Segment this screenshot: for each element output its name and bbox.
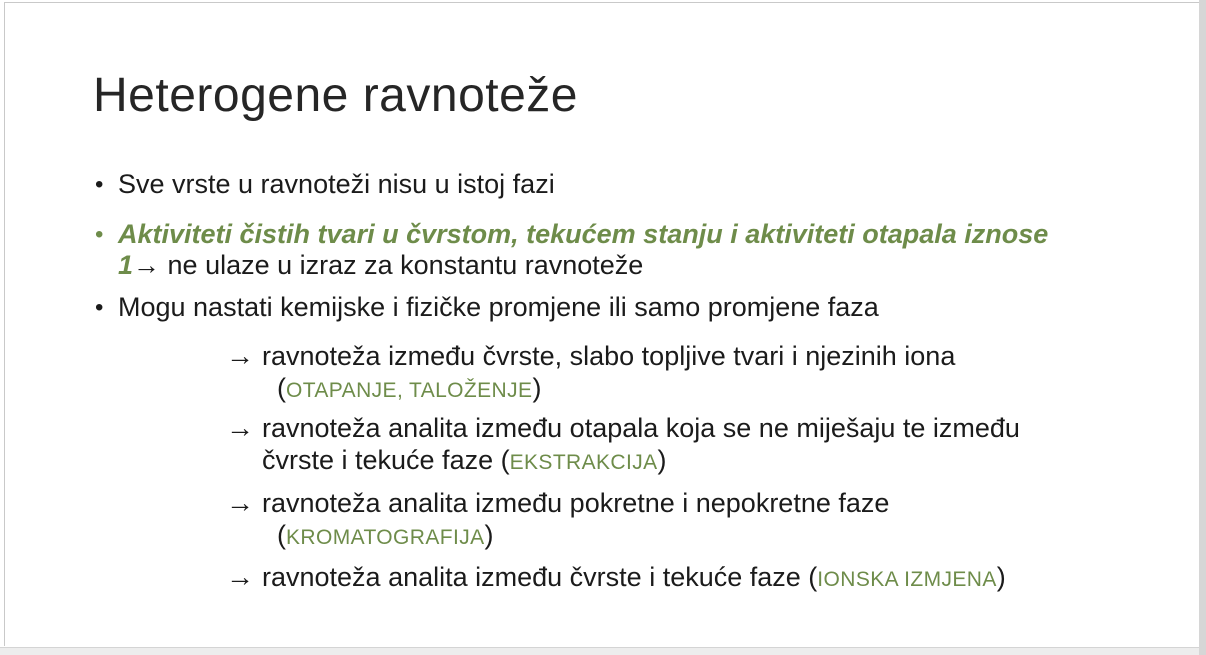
scrollbar-track[interactable] bbox=[1199, 0, 1206, 655]
arrow-item-3 bbox=[226, 487, 1126, 554]
highlight-green-text: Aktiviteti čistih tvari u čvrstom, tekućem stanju i aktiviteti otapala iznose bbox=[118, 219, 1049, 249]
arrow-item-text bbox=[262, 487, 1126, 554]
right-arrow-icon: → bbox=[226, 487, 254, 518]
arrow-line1: ravnoteža analita između pokretne i nepokretne faze bbox=[262, 488, 890, 518]
bullet-icon: • bbox=[95, 221, 104, 248]
arrow-line2 bbox=[277, 520, 494, 550]
paren-close: ) bbox=[532, 373, 542, 403]
right-arrow-icon: → bbox=[133, 250, 161, 280]
arrow-line2 bbox=[262, 445, 667, 475]
term-caps: IONSKA IZMJENA bbox=[817, 568, 997, 591]
arrow-item-4 bbox=[226, 561, 1126, 596]
bullet-text: Mogu nastati kemijske i fizičke promjene ili samo promjene faza bbox=[118, 292, 879, 322]
arrow-item-1 bbox=[226, 340, 1126, 407]
paren-close: ) bbox=[657, 445, 667, 475]
right-arrow-icon: → bbox=[226, 412, 254, 443]
page-border-top bbox=[4, 2, 1199, 3]
viewer-bottom-strip bbox=[0, 648, 1199, 655]
paren-open: ( bbox=[277, 373, 286, 403]
arrow-item-2 bbox=[226, 412, 1126, 479]
term-caps: OTAPANJE, TALOŽENJE bbox=[286, 379, 533, 402]
arrow-item-text bbox=[262, 561, 1126, 596]
paren-close: ) bbox=[996, 562, 1006, 592]
bullet-item-2 bbox=[95, 219, 1125, 281]
arrow-line1: ravnoteža između čvrste, slabo topljive tvari i njezinih iona bbox=[262, 341, 956, 371]
bullet-icon: • bbox=[95, 294, 104, 321]
page-border-left bbox=[4, 2, 5, 646]
paren-open: ( bbox=[277, 520, 286, 550]
arrow-line1: ravnoteža analita između čvrste i tekuće faze ( bbox=[262, 562, 818, 592]
bullet-icon: • bbox=[95, 171, 104, 198]
bullet-text bbox=[118, 219, 1125, 281]
arrow-line2 bbox=[277, 373, 541, 403]
arrow-item-text bbox=[262, 412, 1126, 479]
right-arrow-icon: → bbox=[226, 340, 254, 371]
arrow-item-text bbox=[262, 340, 1126, 407]
paren-close: ) bbox=[484, 520, 494, 550]
bullet-item-3 bbox=[95, 292, 1125, 323]
highlight-green-lead: 1 bbox=[118, 250, 134, 280]
term-caps: EKSTRAKCIJA bbox=[509, 451, 658, 474]
bullet-text-rest: ne ulaze u izraz za konstantu ravnoteže bbox=[160, 250, 644, 280]
right-arrow-icon: → bbox=[226, 561, 254, 592]
slide-title: Heterogene ravnoteže bbox=[93, 69, 578, 122]
term-caps: KROMATOGRAFIJA bbox=[286, 526, 485, 549]
bullet-item-1 bbox=[95, 169, 1125, 200]
arrow-line1: ravnoteža analita između otapala koja se ne miješaju te između bbox=[262, 413, 1020, 443]
bullet-text: Sve vrste u ravnoteži nisu u istoj fazi bbox=[118, 169, 555, 199]
arrow-line2-text: čvrste i tekuće faze ( bbox=[262, 445, 510, 475]
